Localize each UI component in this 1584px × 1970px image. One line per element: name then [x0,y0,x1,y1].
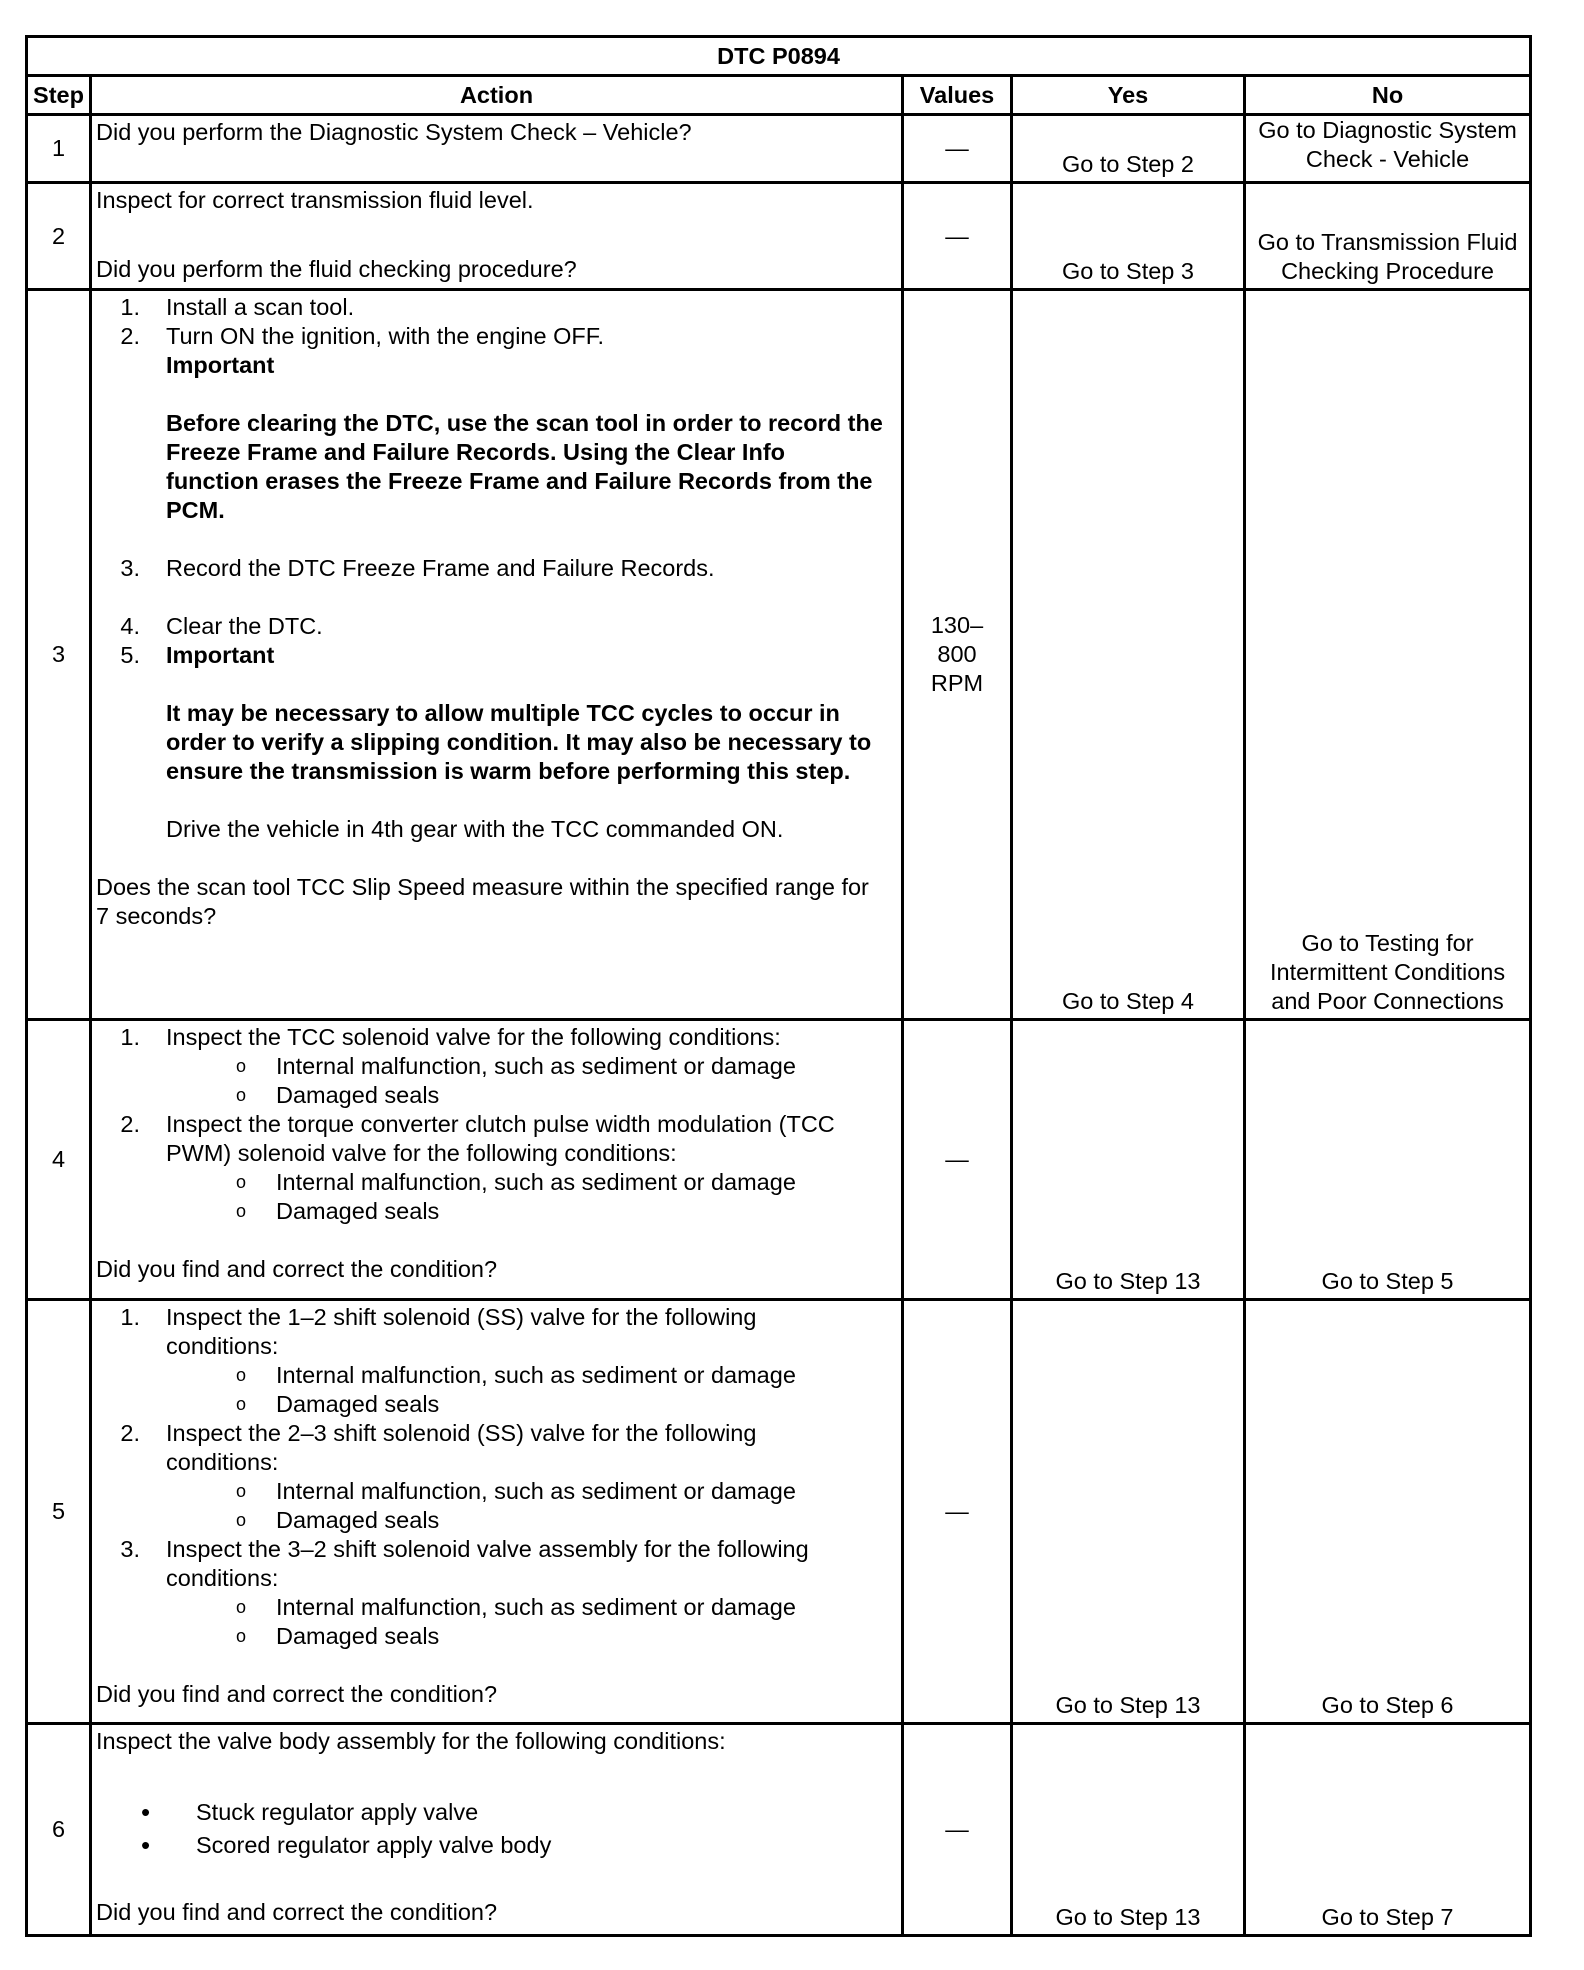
item-number: 3. [120,1536,140,1562]
sub-list-item [96,1477,897,1506]
bullet-item [96,1798,897,1827]
warning-note [96,699,897,786]
yes-cell: Go to Step 2 [1012,115,1245,183]
circle-bullet-icon: o [236,1481,247,1501]
sub-list-item [96,1052,897,1081]
list-item [96,351,897,380]
action-text: Inspect for correct transmission fluid level. [96,187,534,213]
header-action: Action [91,76,903,115]
important-label: Important [166,352,275,378]
table-title: DTC P0894 [27,37,1531,76]
item-text: Turn ON the ignition, with the engine OFF. [166,323,605,349]
no-cell: Go to Step 5 [1245,1020,1531,1300]
values-cell: — [903,115,1012,183]
item-text: Inspect the 1–2 shift solenoid (SS) valve for the following conditions: [166,1304,757,1359]
header-step: Step [27,76,91,115]
action-question: Did you find and correct the condition? [96,1899,498,1925]
circle-bullet-icon: o [236,1626,247,1646]
sub-list-item [96,1593,897,1622]
action-text: Inspect the valve body assembly for the following conditions: [96,1728,726,1754]
table-row [27,1724,1531,1936]
table-row [27,1300,1531,1724]
yes-cell: Go to Step 13 [1012,1300,1245,1724]
header-no: No [1245,76,1531,115]
list-item [96,815,897,844]
item-text: Drive the vehicle in 4th gear with the TCC commanded ON. [166,816,784,842]
item-text: Inspect the torque converter clutch pulse width modulation (TCC PWM) solenoid valve for the following conditions: [166,1111,835,1166]
sub-item-text: Internal malfunction, such as sediment or damage [276,1594,796,1620]
step-number: 2 [27,183,91,290]
sub-item-text: Internal malfunction, such as sediment or damage [276,1478,796,1504]
action-cell [91,115,903,183]
dtc-document [25,35,1529,1937]
step-number: 5 [27,1300,91,1724]
item-number: 1. [120,1304,140,1330]
table-row [27,115,1531,183]
yes-cell: Go to Step 3 [1012,183,1245,290]
item-text: Record the DTC Freeze Frame and Failure Records. [166,555,715,581]
action-question: Did you perform the Diagnostic System Check – Vehicle? [96,119,692,145]
step-number: 1 [27,115,91,183]
item-text: Inspect the TCC solenoid valve for the following conditions: [166,1024,781,1050]
sub-list-item [96,1622,897,1651]
list-item [96,1110,897,1168]
item-text: Install a scan tool. [166,294,355,320]
warning-note [96,409,897,525]
values-cell: — [903,183,1012,290]
bullet-item [96,1831,897,1860]
action-cell [91,1724,903,1936]
no-cell: Go to Step 7 [1245,1724,1531,1936]
bullet-icon: • [141,1797,151,1827]
warning-text: Before clearing the DTC, use the scan tool in order to record the Freeze Frame and Failure Records. Using the Clear Info function erases the Freeze Frame and Failure Records from the PCM. [166,410,883,523]
action-cell [91,1300,903,1724]
action-question: Did you perform the fluid checking procedure? [96,256,577,282]
values-cell: — [903,1020,1012,1300]
circle-bullet-icon: o [236,1056,247,1076]
sub-list-item [96,1168,897,1197]
values-cell: — [903,1300,1012,1724]
bullet-text: Stuck regulator apply valve [196,1799,479,1825]
bullet-text: Scored regulator apply valve body [196,1832,552,1858]
action-question: Did you find and correct the condition? [96,1256,498,1282]
list-item [96,322,897,351]
no-cell: Go to Diagnostic System Check - Vehicle [1245,115,1531,183]
important-label: Important [166,642,275,668]
action-cell [91,290,903,1020]
action-question: Did you find and correct the condition? [96,1681,498,1707]
sub-item-text: Internal malfunction, such as sediment or damage [276,1169,796,1195]
header-row [27,76,1531,115]
sub-list-item [96,1361,897,1390]
table-row [27,183,1531,290]
list-item [96,554,897,583]
values-cell: — [903,1724,1012,1936]
table-row [27,290,1531,1020]
list-item [96,1303,897,1361]
sub-list-item [96,1506,897,1535]
circle-bullet-icon: o [236,1365,247,1385]
circle-bullet-icon: o [236,1597,247,1617]
item-number: 3. [120,555,140,581]
step-number: 3 [27,290,91,1020]
yes-cell: Go to Step 13 [1012,1724,1245,1936]
item-number: 2. [120,323,140,349]
circle-bullet-icon: o [236,1201,247,1221]
yes-cell: Go to Step 13 [1012,1020,1245,1300]
circle-bullet-icon: o [236,1172,247,1192]
list-item [96,1535,897,1593]
circle-bullet-icon: o [236,1394,247,1414]
sub-item-text: Damaged seals [276,1391,440,1417]
sub-list-item [96,1390,897,1419]
item-number: 4. [120,613,140,639]
list-item [96,1419,897,1477]
list-item [96,1023,897,1052]
title-row [27,37,1531,76]
item-text: Clear the DTC. [166,613,323,639]
sub-list-item [96,1081,897,1110]
no-cell: Go to Transmission Fluid Checking Procedure [1245,183,1531,290]
item-text: Inspect the 3–2 shift solenoid valve assembly for the following conditions: [166,1536,809,1591]
sub-item-text: Internal malfunction, such as sediment or damage [276,1053,796,1079]
item-number: 5. [120,642,140,668]
list-item [96,612,897,641]
dtc-table [25,35,1532,1937]
item-number: 2. [120,1111,140,1137]
no-cell: Go to Step 6 [1245,1300,1531,1724]
header-yes: Yes [1012,76,1245,115]
sub-item-text: Damaged seals [276,1198,440,1224]
warning-text: It may be necessary to allow multiple TCC cycles to occur in order to verify a slipping condition. It may also be necessary to ensure the transmission is warm before performing this step. [166,700,872,784]
list-item [96,293,897,322]
action-cell [91,1020,903,1300]
step-number: 4 [27,1020,91,1300]
header-values: Values [903,76,1012,115]
no-cell: Go to Testing for Intermittent Conditions and Poor Connections [1245,290,1531,1020]
values-cell: 130–800 RPM [903,290,1012,1020]
sub-item-text: Damaged seals [276,1082,440,1108]
sub-list-item [96,1197,897,1226]
sub-item-text: Damaged seals [276,1623,440,1649]
item-number: 1. [120,294,140,320]
list-item [96,641,897,670]
item-number: 1. [120,1024,140,1050]
action-cell [91,183,903,290]
step-number: 6 [27,1724,91,1936]
table-row [27,1020,1531,1300]
sub-item-text: Damaged seals [276,1507,440,1533]
circle-bullet-icon: o [236,1085,247,1105]
action-question: Does the scan tool TCC Slip Speed measure within the specified range for 7 seconds? [96,874,869,929]
item-number: 2. [120,1420,140,1446]
circle-bullet-icon: o [236,1510,247,1530]
yes-cell: Go to Step 4 [1012,290,1245,1020]
bullet-icon: • [141,1830,151,1860]
sub-item-text: Internal malfunction, such as sediment or damage [276,1362,796,1388]
item-text: Inspect the 2–3 shift solenoid (SS) valve for the following conditions: [166,1420,757,1475]
